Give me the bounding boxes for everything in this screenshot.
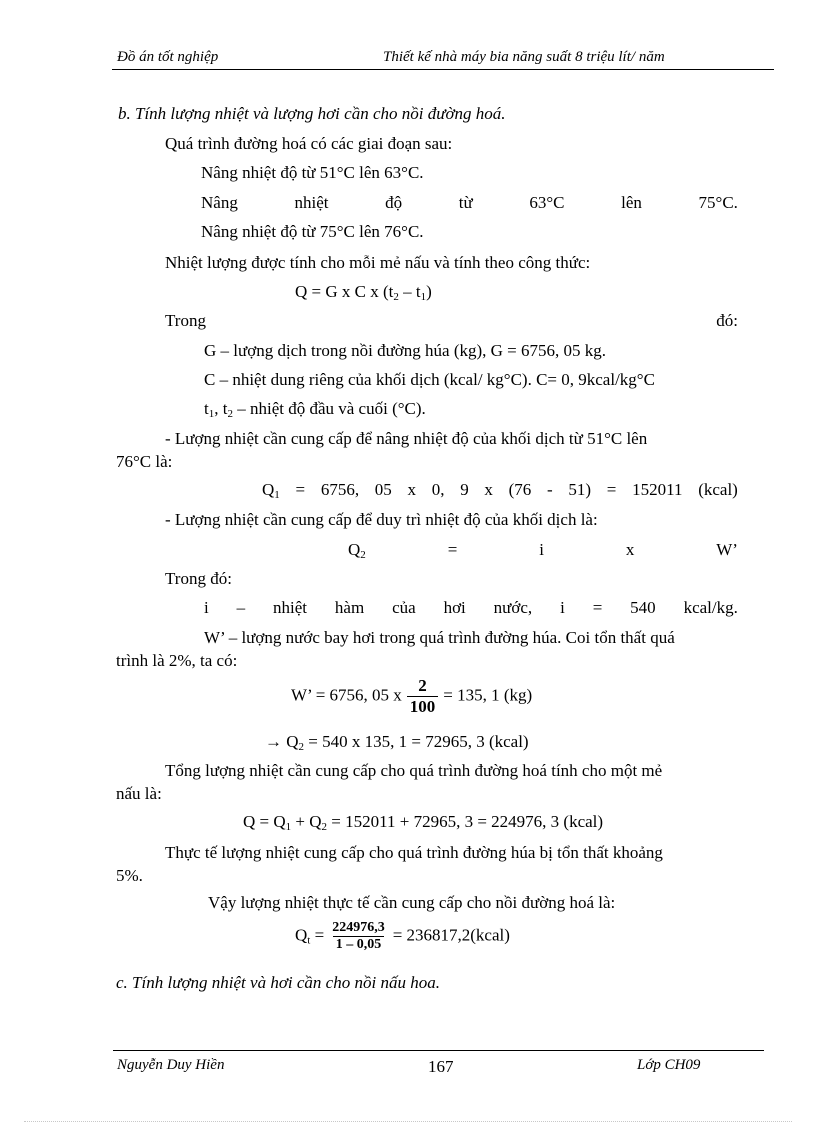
q1-intro-line1: - Lượng nhiệt cần cung cấp để nâng nhiệt độ của khối dịch từ 51°C lên — [165, 429, 648, 448]
header-left: Đồ án tốt nghiệp — [117, 49, 219, 65]
q2-intro: - Lượng nhiệt cần cung cấp để duy trì nhiệt độ của khối dịch là: — [165, 510, 598, 529]
loss-line2: 5%. — [116, 866, 143, 885]
q1-intro-line2: 76°C là: — [116, 452, 173, 471]
heat-formula: Q = G x C x $(t_2 - t_1)$ — [295, 282, 432, 303]
def-c: C – nhiệt dung riêng của khối dịch (kcal/ kg°C). C= 0, 9kcal/kg°C — [204, 370, 655, 389]
trong-do-line: Trong đó: — [165, 311, 738, 330]
trong-do: Trong đó: — [165, 569, 232, 588]
q2-result: → $Q_2 = 540$ x 135, 1 = 72965, 3 (kcal) — [265, 732, 529, 753]
w-equation: W’ = 6756, 05 x $\frac{2}{100}$ = 135, 1 (kg) — [291, 676, 533, 716]
qt-equation: $Q_t$ = $\frac{224976,3}{1 - 0,05}$ = 236817,2(kcal) — [295, 920, 510, 952]
actual-intro: Vậy lượng nhiệt thực tế cần cung cấp cho nồi đường hoá là: — [208, 893, 616, 912]
total-equation: $Q = Q_1 + Q_2 = 152011 + 72965$, 3 = 224976, 3 (kcal) — [243, 812, 604, 833]
section-c-title: c. Tính lượng nhiệt và hơi cần cho nồi nấu hoa. — [116, 973, 440, 992]
i-definition: i – nhiệt hàm của hơi nước, i = 540 kcal/kg. — [204, 598, 738, 617]
w-definition-line2: trình là 2%, ta có: — [116, 651, 238, 670]
page-number: 167 — [428, 1057, 454, 1076]
intro-text: Quá trình đường hoá có các giai đoạn sau: — [165, 134, 453, 153]
total-line2: nấu là: — [116, 784, 162, 803]
total-line1: Tổng lượng nhiệt cần cung cấp cho quá trình đường hoá tính cho một mẻ — [165, 761, 663, 780]
footer-class: Lớp CH09 — [637, 1057, 701, 1073]
def-g: G – lượng dịch trong nồi đường húa (kg), G = 6756, 05 kg. — [204, 341, 607, 360]
header-rule — [112, 69, 774, 70]
q2-equation: $Q_2$ = i x W’ — [348, 540, 738, 561]
bottom-dotted-border — [24, 1121, 792, 1122]
header-right: Thiết kế nhà máy bia năng suất 8 triệu lít/ năm — [383, 49, 665, 65]
stage-2: Nâng nhiệt độ từ 63°C lên 75°C. — [201, 193, 738, 212]
w-definition-line1: W’ – lượng nước bay hơi trong quá trình đường húa. Coi tổn thất quá — [204, 628, 675, 647]
stage-3: Nâng nhiệt độ từ 75°C lên 76°C. — [201, 222, 424, 241]
formula-intro: Nhiệt lượng được tính cho mỗi mẻ nấu và tính theo công thức: — [165, 253, 591, 272]
footer-rule — [113, 1050, 764, 1051]
footer-author: Nguyễn Duy Hiền — [117, 1057, 225, 1073]
section-b-title: b. Tính lượng nhiệt và lượng hơi cần cho nồi đường hoá. — [118, 104, 506, 123]
stage-1: Nâng nhiệt độ từ 51°C lên 63°C. — [201, 163, 424, 182]
loss-line1: Thực tế lượng nhiệt cung cấp cho quá trình đường húa bị tổn thất khoảng — [165, 843, 663, 862]
q1-equation: $Q_1$ = 6756, 05 x 0, 9 x (76 - 51) = 152011 (kcal) — [262, 480, 738, 501]
def-t: $t_1$, $t_2$ – nhiệt độ đầu và cuối (°C). — [204, 399, 426, 420]
